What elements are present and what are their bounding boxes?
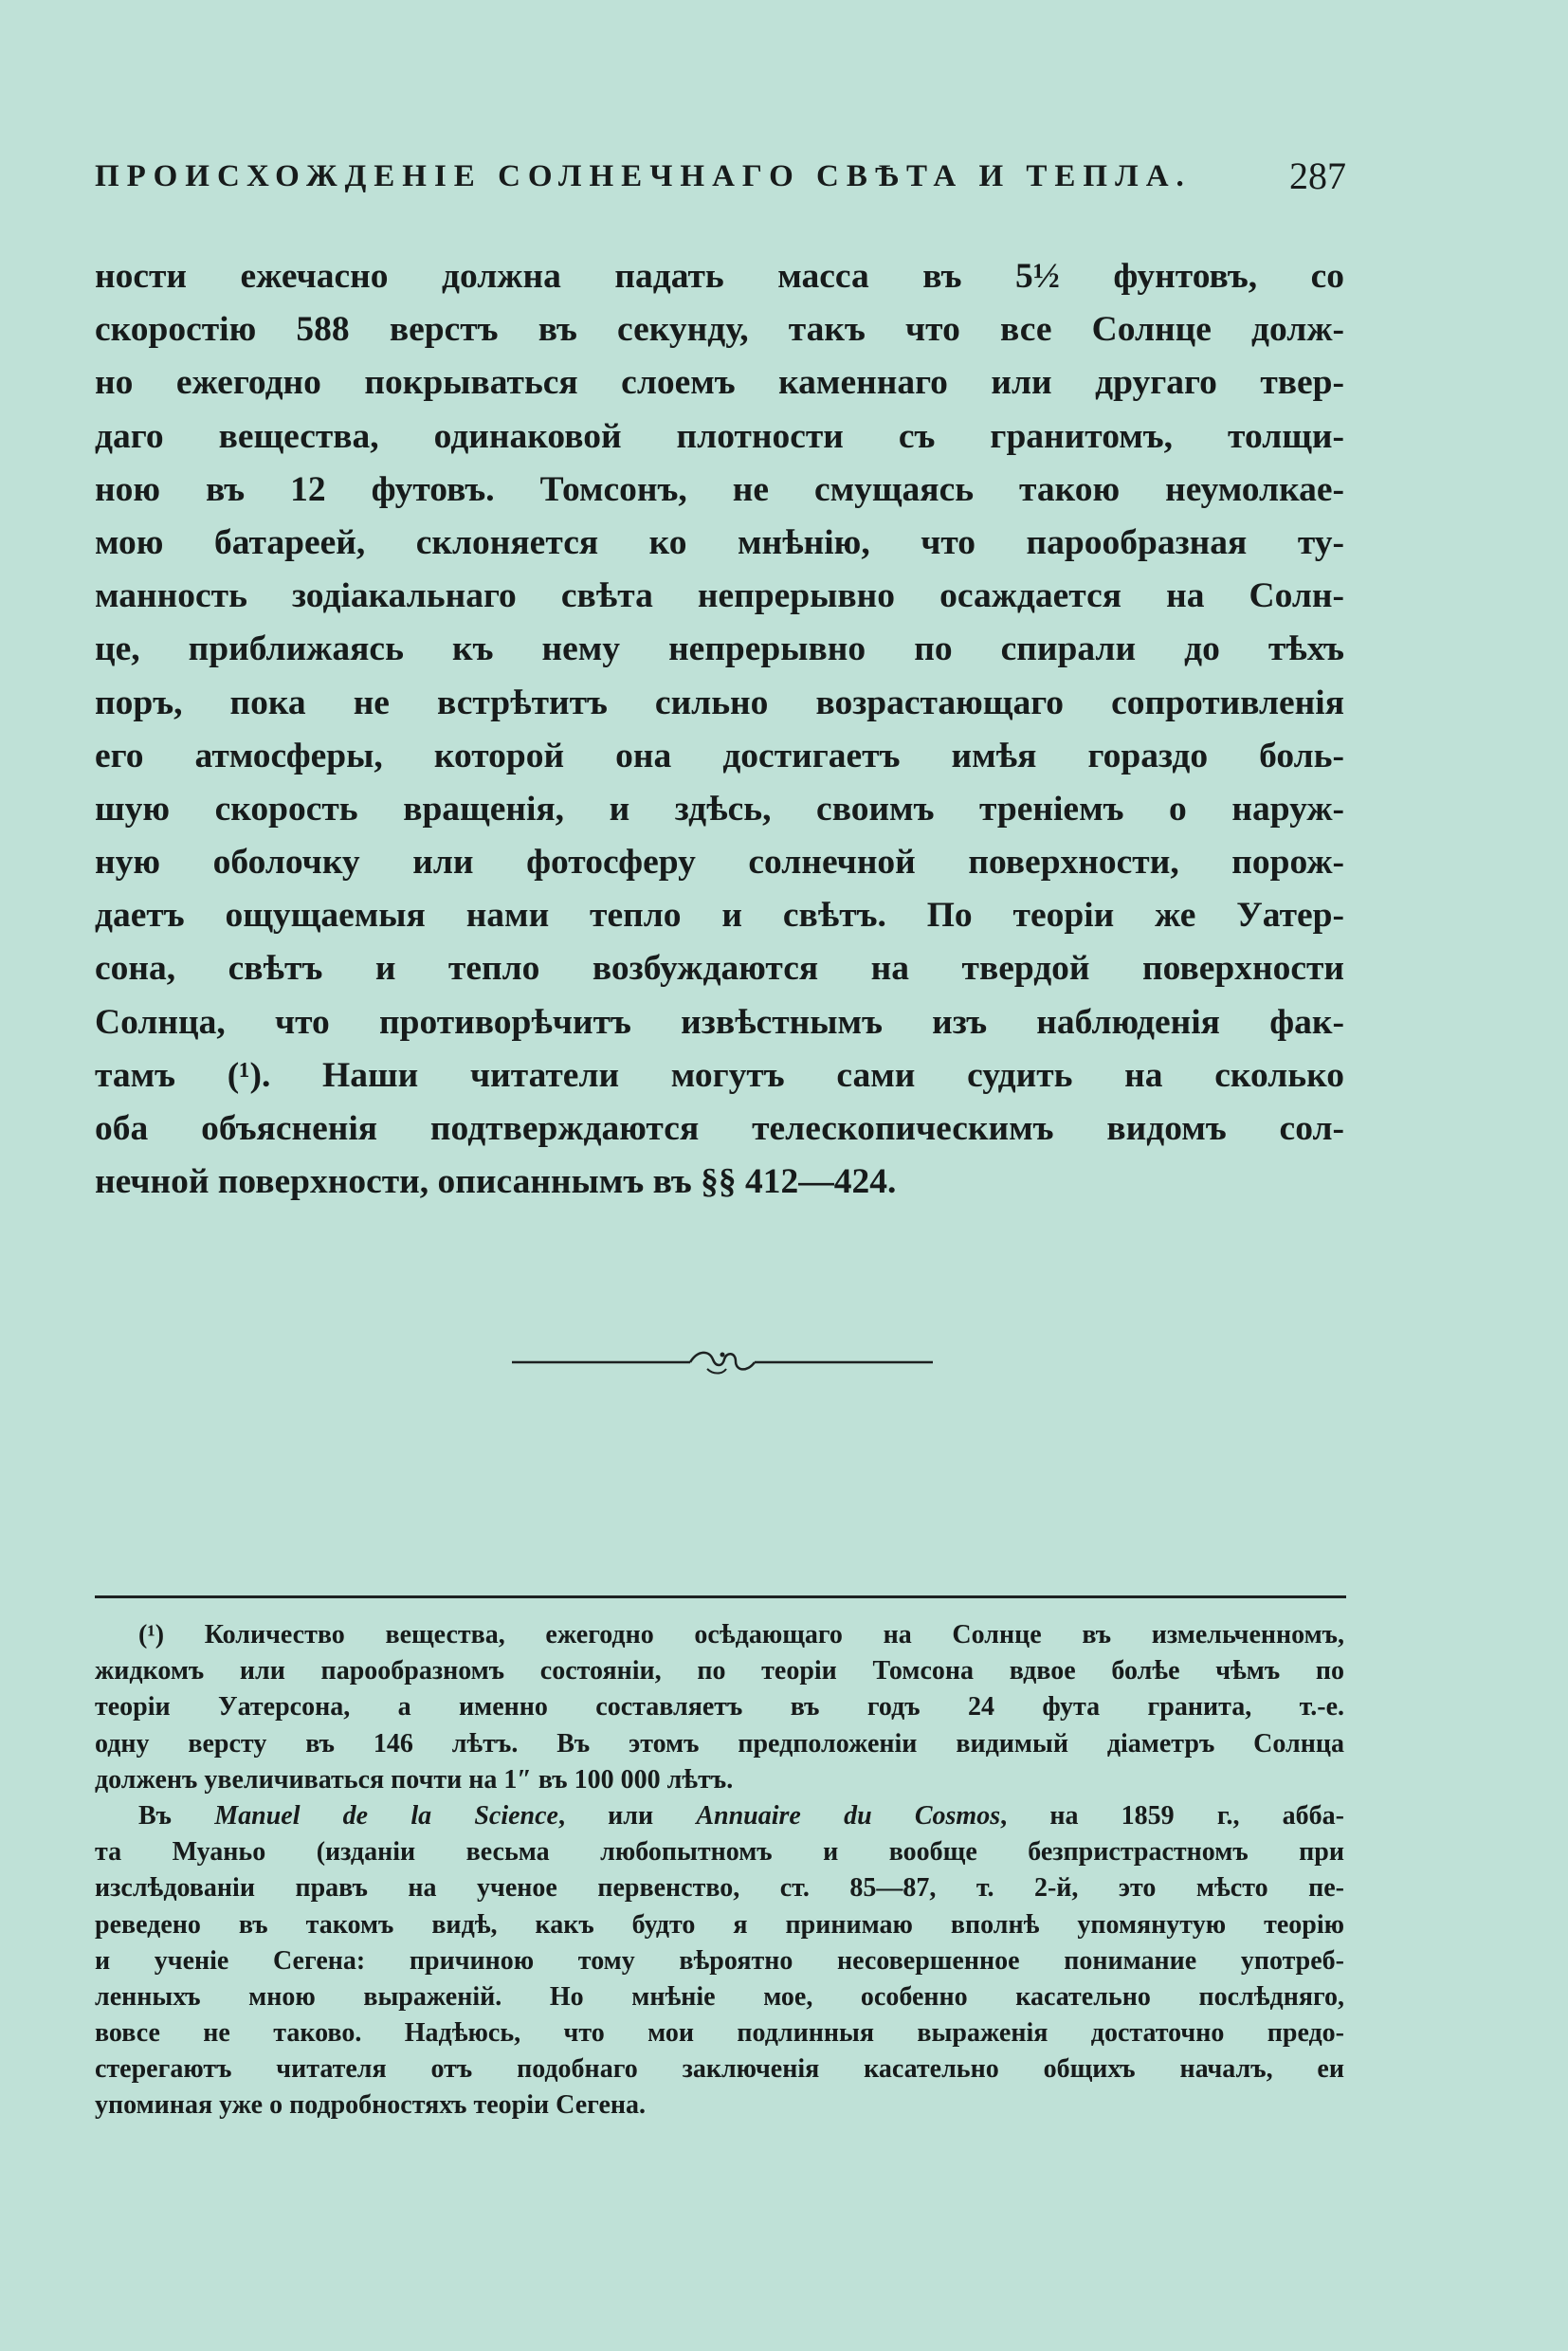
- text-line: поръ, пока не встрѣтитъ сильно возрастающаго сопротивленія: [95, 683, 1344, 722]
- text-line: сона, свѣтъ и тепло возбуждаются на твердой поверхности: [95, 949, 1344, 989]
- footnote-line: изслѣдованіи правъ на ученое первенство, ст. 85—87, т. 2-й, это мѣсто пе-: [95, 1873, 1344, 1904]
- text-line: ную оболочку или фотосферу солнечной поверхности, порож-: [95, 843, 1344, 883]
- footnote-text: Въ: [138, 1800, 215, 1831]
- book-title-italic: Manuel de la Science: [214, 1800, 558, 1831]
- text-line: даетъ ощущаемыя нами тепло и свѣтъ. По теоріи же Уатер-: [95, 896, 1344, 936]
- footnote-line: жидкомъ или парообразномъ состояніи, по теоріи Томсона вдвое болѣе чѣмъ по: [95, 1656, 1344, 1686]
- text-line: ною въ 12 футовъ. Томсонъ, не смущаясь такою неумолкае-: [95, 469, 1344, 509]
- text-line: его атмосферы, которой она достигаетъ имѣя гораздо боль-: [95, 736, 1344, 775]
- text-line: тамъ (¹). Наши читатели могутъ сами судить на сколько: [95, 1055, 1344, 1095]
- footnote-text: , или: [557, 1800, 697, 1831]
- text-line: даго вещества, одинаковой плотности съ гранитомъ, толщи-: [95, 416, 1344, 456]
- book-title-italic: Annuaire du Cosmos: [696, 1800, 1001, 1831]
- text-line: Солнца, что противорѣчитъ извѣстнымъ изъ наблюденія фак-: [95, 1002, 1344, 1042]
- footnotes-block: [95, 1617, 1344, 2124]
- page-number: 287: [1289, 155, 1346, 197]
- text-line: манность зодіакальнаго свѣта непрерывно осаждается на Солн-: [95, 576, 1344, 616]
- footnote-line: одну версту въ 146 лѣтъ. Въ этомъ предположеніи видимый діаметръ Солнца: [95, 1728, 1344, 1759]
- text-line: нечной поверхности, описаннымъ въ §§ 412—424.: [95, 1162, 897, 1202]
- footnote-line: упоминая уже о подробностяхъ теоріи Сегена.: [95, 2090, 647, 2121]
- footnote-line: ленныхъ мною выраженій. Но мнѣніе мое, особенно касательно послѣдняго,: [95, 1981, 1344, 2012]
- footnote-text: , на 1859 г., абба-: [1000, 1800, 1344, 1831]
- footnote-line: долженъ увеличиваться почти на 1″ въ 100 000 лѣтъ.: [95, 1764, 734, 1795]
- footnote-line: та Муаньо (изданіи весьма любопытномъ и вообще безпристрастномъ при: [95, 1837, 1344, 1868]
- text-line: но ежегодно покрываться слоемъ каменнаго или другаго твер-: [95, 363, 1344, 403]
- footnote-line: стерегаютъ читателя отъ подобнаго заключенія касательно общихъ началъ, еи: [95, 2054, 1344, 2085]
- footnote-line: теоріи Уатерсона, а именно составляетъ въ годъ 24 фута гранита, т.-е.: [95, 1692, 1344, 1722]
- main-text-block: [95, 250, 1344, 1209]
- footnote-line: и ученіе Сегена: причиною тому вѣроятно несовершенное понимание употреб-: [95, 1945, 1344, 1976]
- text-line: мою батареей, склоняется ко мнѣнію, что парообразная ту-: [95, 522, 1344, 562]
- footnote-line: (¹) Количество вещества, ежегодно осѣдающаго на Солнце въ измельченномъ,: [138, 1620, 1344, 1649]
- footnote-line: [95, 1798, 1344, 1834]
- fleuron-ornament-icon: [512, 1346, 933, 1378]
- footnote-line: вовсе не таково. Надѣюсь, что мои подлинныя выраженія достаточно предо-: [95, 2018, 1344, 2049]
- text-line: шую скорость вращенія, и здѣсь, своимъ треніемъ о наруж-: [95, 789, 1344, 829]
- text-line: оба объясненія подтверждаются телескопическимъ видомъ сол-: [95, 1109, 1344, 1148]
- running-title: ПРОИСХОЖДЕНІЕ СОЛНЕЧНАГО СВѢТА И ТЕПЛА.: [95, 159, 1192, 193]
- text-line: скоростію 588 верстъ въ секунду, такъ что все Солнце долж-: [95, 310, 1344, 350]
- text-line: ности ежечасно должна падать масса въ 5½ фунтовъ, со: [95, 257, 1344, 296]
- footnote-line: реведено въ такомъ видѣ, какъ будто я принимаю вполнѣ упомянутую теорію: [95, 1909, 1344, 1940]
- text-line: це, приближаясь къ нему непрерывно по спирали до тѣхъ: [95, 629, 1344, 669]
- page-header: [95, 148, 1346, 205]
- footnote-divider: [95, 1595, 1346, 1598]
